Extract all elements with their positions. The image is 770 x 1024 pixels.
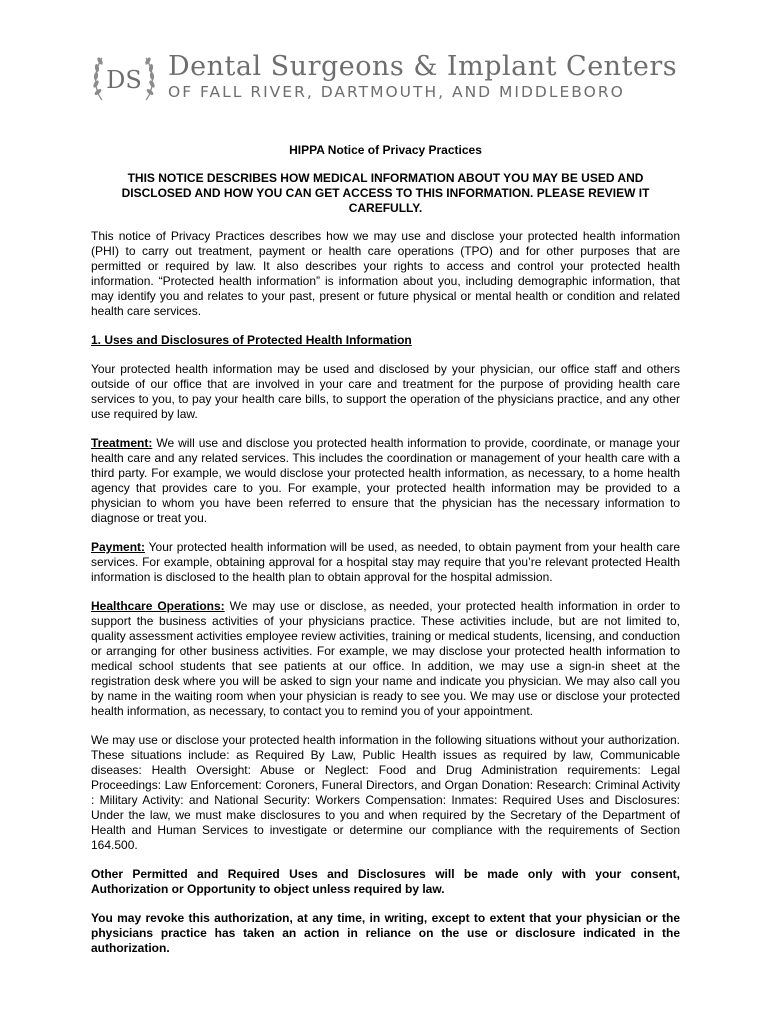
uses-paragraph: Your protected health information may be used and disclosed by your physician, our office staff and others outside of our office that are involved in your care and treatment for the purpose of providing health care services to you, to pay your health care bills, to support the operation of the physicians practice, and any other use required by law. [91, 362, 680, 421]
treatment-text: We will use and disclose you protected health information to provide, coordinate, or manage your health care and any related services. This includes the coordination or management of your health care with a third party. For example, we would disclose your protected health information, as necessary, to a home health agency that provides care to you. For example, your protected health information may be provided to a physician to whom you have been referred to ensure that the physician has the necessary information to diagnose or treat you. [91, 436, 680, 525]
letterhead [88, 42, 688, 122]
treatment-paragraph [91, 436, 680, 526]
section-heading-uses: 1. Uses and Disclosures of Protected Health Information [91, 333, 412, 347]
notice-statement: THIS NOTICE DESCRIBES HOW MEDICAL INFORMATION ABOUT YOU MAY BE USED AND DISCLOSED AND HOW YOU CAN GET ACCESS TO THIS INFORMATION. PLEASE REVIEW IT CAREFULLY. [121, 171, 650, 215]
document-title: HIPPA Notice of Privacy Practices [289, 143, 482, 157]
payment-label: Payment: [91, 540, 146, 554]
brand-name: Dental Surgeons & Implant Centers [168, 51, 678, 82]
laurel-seal-logo [88, 42, 160, 114]
revoke-paragraph: You may revoke this authorization, at any time, in writing, except to extent that your physician or the physicians practice has taken an action in reliance on the use or disclosure indicated in the authorization. [91, 911, 680, 955]
operations-paragraph [91, 599, 680, 719]
operations-label: Healthcare Operations: [91, 599, 225, 613]
payment-text: Your protected health information will be used, as needed, to obtain payment from your health care services. For example, obtaining approval for a hospital stay may require that you’re relevant protected Health information is disclosed to the health plan to obtain approval for the hospital admission. [91, 540, 680, 584]
payment-paragraph [91, 540, 680, 585]
operations-text: We may use or disclose, as needed, your protected health information in order to support the business activities of your physicians practice. These activities include, but are not limited to, quality assessment activities employee review activities, training or medical students, licensing, and conduction or arranging for other business activities. For example, we may disclose your protected health information to medical school students that see patients at our office. In addition, we may use a sign-in sheet at the registration desk where you will be asked to sign your name and indicate you physician. We may also call you by name in the waiting room when your physician is ready to see you. We may use or disclose your protected health information, as necessary, to contact you to remind you of your appointment. [91, 599, 680, 718]
svg-text:DS: DS [106, 66, 142, 94]
intro-paragraph: This notice of Privacy Practices describes how we may use and disclose your protected health information (PHI) to carry out treatment, payment or health care operations (TPO) and for other purposes that are permitted or required by law. It also describes your rights to access and control your protected health information. “Protected health information” is information about you, including demographic information, that may identify you and relates to your past, present or future physical or mental health or condition and related health care services. [91, 229, 680, 318]
document-body [91, 143, 680, 970]
other-permitted-paragraph: Other Permitted and Required Uses and Disclosures will be made only with your consent, Authorization or Opportunity to object unless required by law. [91, 867, 680, 896]
treatment-label: Treatment: [91, 436, 153, 450]
situations-paragraph: We may use or disclose your protected health information in the following situations without your authorization. These situations include: as Required By Law, Public Health issues as required by law, Communicable diseases: Health Oversight: Abuse or Neglect: Food and Drug Administration requirements: Legal Proceedings: Law Enforcement: Coroners, Funeral Directors, and Organ Donation: Research: Criminal Activity : Military Activity: and National Security: Workers Compensation: Inmates: Required Uses and Disclosures: Under the law, we must make disclosures to you and when required by the Secretary of the Department of Health and Human Services to investigate or determine our compliance with the requirements of Section 164.500. [91, 733, 680, 852]
brand-locations: OF FALL RIVER, DARTMOUTH, AND MIDDLEBORO [168, 83, 625, 101]
